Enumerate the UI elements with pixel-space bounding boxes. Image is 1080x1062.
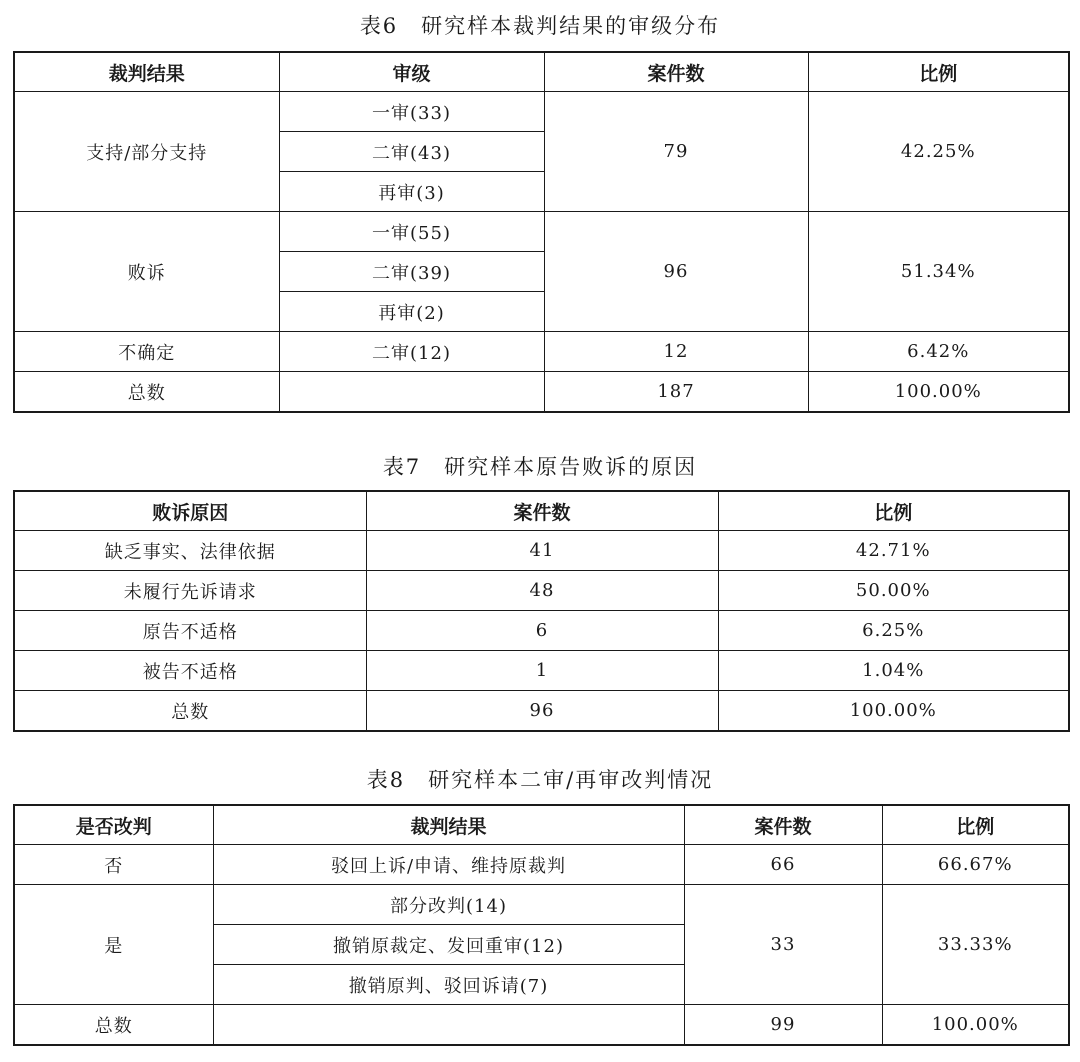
table6-header-level: 审级 <box>279 52 544 92</box>
table6-level-cell: 再审(2) <box>279 292 544 332</box>
table8-ratio-cell: 66.67% <box>882 845 1069 885</box>
table6-level-cell: 二审(12) <box>279 332 544 372</box>
table8-total-row <box>14 1005 1069 1046</box>
table-row <box>14 571 1069 611</box>
table6-level-cell: 一审(55) <box>279 212 544 252</box>
table-row <box>14 845 1069 885</box>
table8-header-changed: 是否改判 <box>14 805 213 845</box>
table6 <box>13 51 1070 413</box>
table7-caption: 表7 研究样本原告败诉的原因 <box>382 455 698 479</box>
table6-header-ratio: 比例 <box>808 52 1069 92</box>
table8-total-result <box>213 1005 684 1046</box>
table7-total-count: 96 <box>366 691 718 732</box>
table8-ratio-cell: 33.33% <box>882 885 1069 1005</box>
table6-ratio-cell: 51.34% <box>808 212 1069 332</box>
table7-count-cell: 41 <box>366 531 718 571</box>
table-row <box>14 611 1069 651</box>
table7-header-row <box>14 491 1069 531</box>
table8-header-count: 案件数 <box>684 805 882 845</box>
table6-ratio-cell: 42.25% <box>808 92 1069 212</box>
table7-total-row <box>14 691 1069 732</box>
table6-total-label: 总数 <box>14 372 279 413</box>
table8-result-cell: 部分改判(14) <box>213 885 684 925</box>
table7-count-cell: 6 <box>366 611 718 651</box>
table8-header-row <box>14 805 1069 845</box>
table6-total-ratio: 100.00% <box>808 372 1069 413</box>
table7-ratio-cell: 50.00% <box>718 571 1069 611</box>
table-row <box>14 885 1069 925</box>
table-row <box>14 332 1069 372</box>
table-row <box>14 651 1069 691</box>
table8-total-label: 总数 <box>14 1005 213 1046</box>
table7-reason-cell: 被告不适格 <box>14 651 366 691</box>
table7-total-label: 总数 <box>14 691 366 732</box>
table7-reason-cell: 未履行先诉请求 <box>14 571 366 611</box>
table8-caption: 表8 研究样本二审/再审改判情况 <box>366 768 714 792</box>
table7-header-reason: 败诉原因 <box>14 491 366 531</box>
table6-caption: 表6 研究样本裁判结果的审级分布 <box>359 14 721 38</box>
table6-total-row <box>14 372 1069 413</box>
table7-reason-cell: 缺乏事实、法律依据 <box>14 531 366 571</box>
table-row <box>14 92 1069 132</box>
table8-header-ratio: 比例 <box>882 805 1069 845</box>
table8-count-cell: 66 <box>684 845 882 885</box>
table8-result-cell: 撤销原裁定、发回重审(12) <box>213 925 684 965</box>
table7-reason-cell: 原告不适格 <box>14 611 366 651</box>
table7-total-ratio: 100.00% <box>718 691 1069 732</box>
table8-changed-cell: 否 <box>14 845 213 885</box>
table6-header-count: 案件数 <box>544 52 808 92</box>
table6-level-cell: 再审(3) <box>279 172 544 212</box>
table6-count-cell: 96 <box>544 212 808 332</box>
table-row <box>14 212 1069 252</box>
table8-changed-cell: 是 <box>14 885 213 1005</box>
table8-total-count: 99 <box>684 1005 882 1046</box>
table6-result-cell: 支持/部分支持 <box>14 92 279 212</box>
table6-level-cell: 二审(43) <box>279 132 544 172</box>
table6-result-cell: 败诉 <box>14 212 279 332</box>
table6-level-cell: 一审(33) <box>279 92 544 132</box>
table6-level-cell: 二审(39) <box>279 252 544 292</box>
table6-header-result: 裁判结果 <box>14 52 279 92</box>
table7-ratio-cell: 42.71% <box>718 531 1069 571</box>
table8-total-ratio: 100.00% <box>882 1005 1069 1046</box>
table7-header-count: 案件数 <box>366 491 718 531</box>
table8 <box>13 804 1070 1046</box>
table7-count-cell: 48 <box>366 571 718 611</box>
table7 <box>13 490 1070 732</box>
table8-result-cell: 驳回上诉/申请、维持原裁判 <box>213 845 684 885</box>
table7-ratio-cell: 6.25% <box>718 611 1069 651</box>
table6-result-cell: 不确定 <box>14 332 279 372</box>
table7-header-ratio: 比例 <box>718 491 1069 531</box>
table8-count-cell: 33 <box>684 885 882 1005</box>
table6-count-cell: 12 <box>544 332 808 372</box>
table6-total-count: 187 <box>544 372 808 413</box>
table6-total-level <box>279 372 544 413</box>
table6-ratio-cell: 6.42% <box>808 332 1069 372</box>
table8-header-result: 裁判结果 <box>213 805 684 845</box>
table8-result-cell: 撤销原判、驳回诉请(7) <box>213 965 684 1005</box>
table6-count-cell: 79 <box>544 92 808 212</box>
table7-ratio-cell: 1.04% <box>718 651 1069 691</box>
table6-header-row <box>14 52 1069 92</box>
table7-count-cell: 1 <box>366 651 718 691</box>
table-row <box>14 531 1069 571</box>
